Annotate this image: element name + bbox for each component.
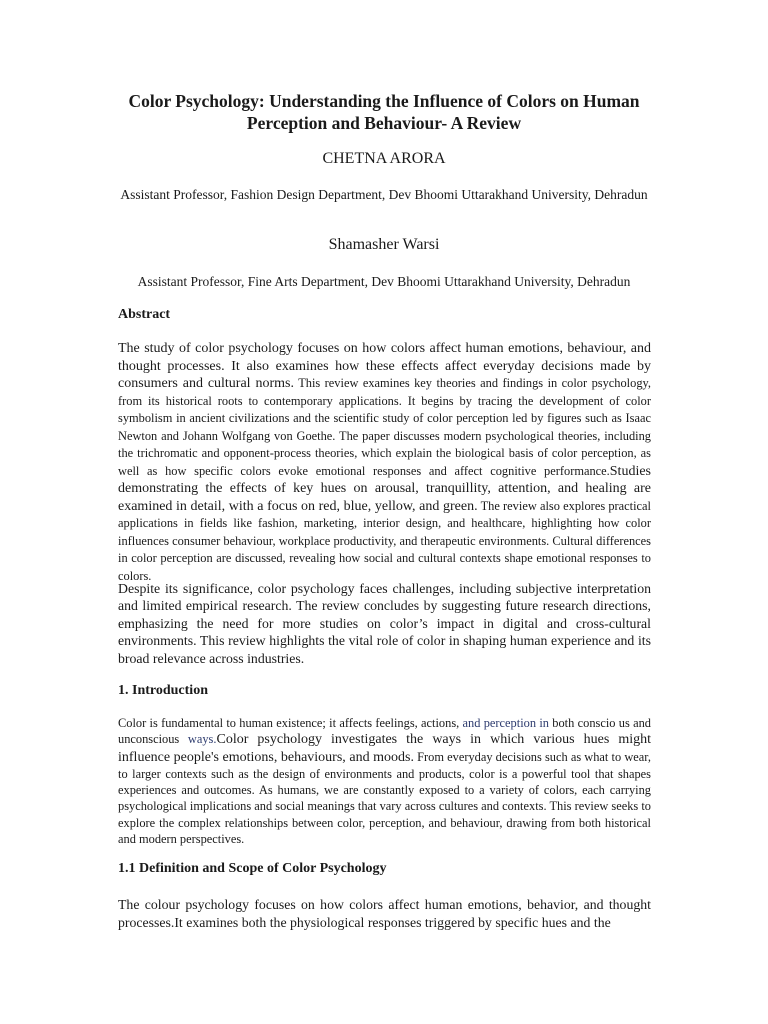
intro-text-c: Color psychology investigates the ways in which various hues might influence people's emotions, behaviours, and moods. xyxy=(118,732,651,765)
author-affiliation-2: Assistant Professor, Fine Arts Department, Dev Bhoomi Uttarakhand University, Dehradun xyxy=(137,274,631,289)
abstract-text-c: Studies demonstrating the effects of key hues on arousal, tranquillity, attention, and healing are examined in detail, with a focus on red, blue, yellow, and green. xyxy=(118,463,651,514)
intro-text-b: both conscio us and unconscious xyxy=(118,716,651,747)
abstract-paragraph-1 xyxy=(118,340,651,585)
abstract-text-b: This review examines key theories and findings in color psychology, from its historical roots to contemporary applications. It begins by tracing the development of color symbolism in ancient civilizations and the scientific study of color perception led by figures such as Isaac Newton and Johann Wolfgang von Goethe. The paper discusses modern psychological theories, including the trichromatic and opponent-process theories, which explain the biological basis of color perception, as well as how specific colors evoke emotional responses and affect cognitive performance. xyxy=(118,376,652,478)
introduction-heading: 1. Introduction xyxy=(118,683,208,698)
abstract-text-a: The study of color psychology focuses on how colors affect human emotions, behaviour, and thought processes. It also examines how these effects affect everyday decisions made by consumers and cultural norms. xyxy=(118,341,651,391)
author-name-2: Shamasher Warsi xyxy=(328,236,440,253)
intro-text-a: Color is fundamental to human existence; it affects feelings, actions, xyxy=(118,716,463,730)
introduction-paragraph-1 xyxy=(118,715,651,847)
paper-title: Color Psychology: Understanding the Influence of Colors on Human Perception and Behaviour- A Review xyxy=(128,91,640,133)
intro-link-ways[interactable]: ways. xyxy=(187,732,217,747)
section-1-1-paragraph-1: The colour psychology focuses on how colors affect human emotions, behavior, and thought processes.It examines both the physiological responses triggered by specific hues and the xyxy=(118,897,651,930)
abstract-heading: Abstract xyxy=(118,307,171,322)
author-name-1: CHETNA ARORA xyxy=(322,150,446,167)
abstract-text-d: The review also explores practical applications in fields like fashion, marketing, interior design, and healthcare, highlighting how color influences consumer behaviour, workplace productivity, and therapeutic environments. Cultural differences in color perception are discussed, revealing how social and cultural contexts shape emotional responses to colors. xyxy=(118,498,651,583)
abstract-paragraph-2: Despite its significance, color psychology faces challenges, including subjective interpretation and limited empirical research. The review concludes by suggesting future research directions, emphasizing the need for more studies on color’s impact in digital and cross-cultural environments. This review highlights the vital role of color in shaping human experience and its broad relevance across industries. xyxy=(118,581,651,666)
author-affiliation-1: Assistant Professor, Fashion Design Department, Dev Bhoomi Uttarakhand University, Dehradun xyxy=(120,187,648,202)
intro-text-d: From everyday decisions such as what to wear, to larger contexts such as the design of environments and products, color is a powerful tool that shapes experiences and outcomes. As humans, we are constantly exposed to a variety of colors, each carrying psychological implications and social meanings that vary across cultures and contexts. This review seeks to explore the complex relationships between color, perception, and behaviour, drawing from both historical and modern perspectives. xyxy=(118,749,651,847)
intro-link-perception[interactable]: and perception in xyxy=(462,716,549,730)
section-1-1-heading: 1.1 Definition and Scope of Color Psychology xyxy=(118,861,387,876)
